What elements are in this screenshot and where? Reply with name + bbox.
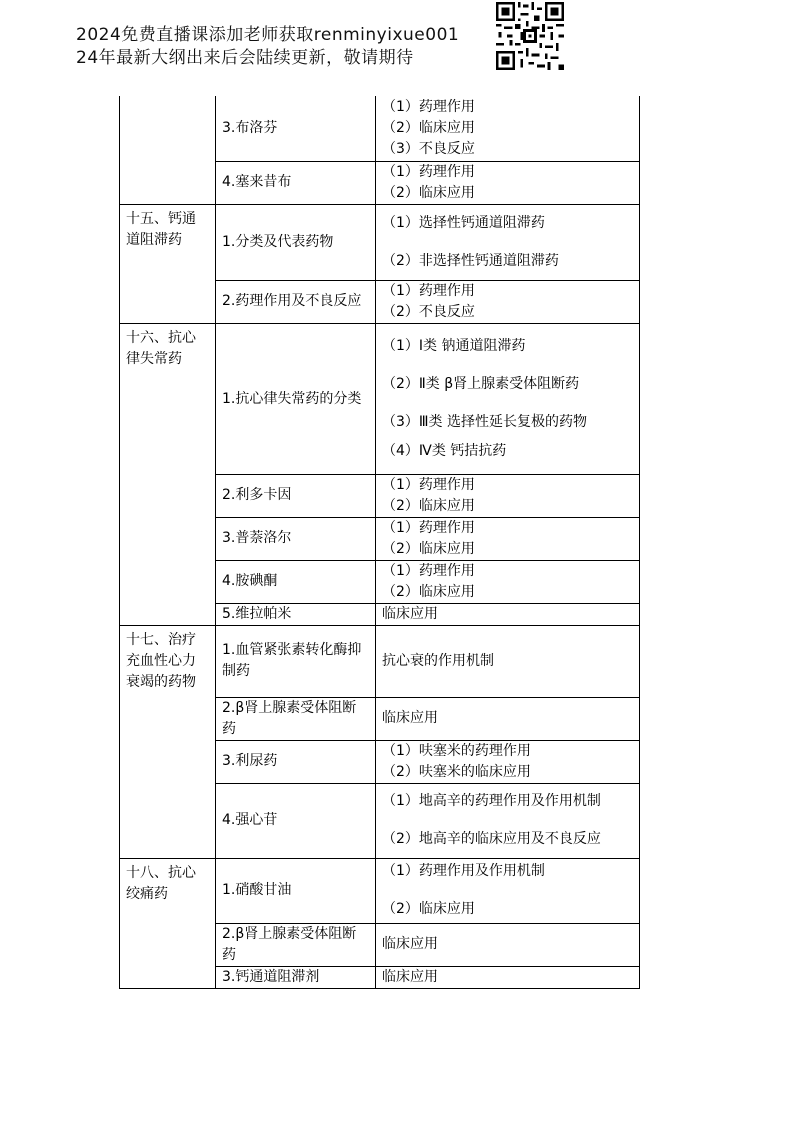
point-item: （1）Ⅰ类 钠通道阻滞药 bbox=[382, 337, 526, 354]
point-item: （1）呋塞米的药理作用 bbox=[382, 742, 531, 759]
points-cell bbox=[376, 96, 640, 161]
points-cell bbox=[376, 783, 640, 858]
points-cell bbox=[376, 603, 640, 625]
syllabus-table bbox=[119, 96, 640, 989]
point-item: （2）地高辛的临床应用及不良反应 bbox=[382, 831, 601, 847]
section-cell: 十六、抗心律失常药 bbox=[120, 323, 216, 625]
point-item: （2）临床应用 bbox=[382, 119, 475, 136]
point-item: （3）Ⅲ类 选择性延长复极的药物 bbox=[382, 413, 588, 430]
points-cell bbox=[376, 625, 640, 697]
point-item: （1）药理作用 bbox=[382, 476, 475, 493]
subtopic-cell: 1.分类及代表药物 bbox=[216, 204, 376, 280]
section-cell: 十八、抗心绞痛药 bbox=[120, 858, 216, 988]
subtopic-cell: 2.β肾上腺素受体阻断药 bbox=[216, 697, 376, 740]
points-cell bbox=[376, 740, 640, 783]
point-item: （2）Ⅱ类 β肾上腺素受体阻断药 bbox=[382, 375, 580, 392]
point-item: （2）临床应用 bbox=[382, 583, 475, 600]
point-item: 临床应用 bbox=[382, 605, 438, 622]
point-item: （2）呋塞米的临床应用 bbox=[382, 763, 531, 780]
subtopic-cell: 3.布洛芬 bbox=[216, 96, 376, 161]
subtopic-cell: 3.利尿药 bbox=[216, 740, 376, 783]
points-cell bbox=[376, 280, 640, 323]
subtopic-cell: 4.胺碘酮 bbox=[216, 560, 376, 603]
point-item: （1）药理作用 bbox=[382, 562, 475, 579]
point-item: 临床应用 bbox=[382, 968, 438, 985]
point-item: （2）临床应用 bbox=[382, 184, 475, 201]
section-cell bbox=[120, 96, 216, 204]
points-cell bbox=[376, 517, 640, 560]
subtopic-cell: 3.普萘洛尔 bbox=[216, 517, 376, 560]
point-item: （1）药理作用 bbox=[382, 163, 475, 180]
section-cell: 十五、钙通道阻滞药 bbox=[120, 204, 216, 323]
point-item: （4）Ⅳ类 钙拮抗药 bbox=[382, 442, 507, 459]
point-item: （2）临床应用 bbox=[382, 901, 475, 917]
table-row bbox=[120, 96, 640, 161]
point-item: 抗心衰的作用机制 bbox=[382, 652, 494, 669]
point-item: 临床应用 bbox=[382, 936, 438, 952]
subtopic-cell: 4.强心苷 bbox=[216, 783, 376, 858]
point-item: （1）药理作用 bbox=[382, 519, 475, 536]
point-item: （1）药理作用 bbox=[382, 98, 475, 115]
table-row bbox=[120, 323, 640, 474]
point-item: （2）临床应用 bbox=[382, 540, 475, 557]
qr-code-icon bbox=[496, 2, 564, 70]
points-cell bbox=[376, 161, 640, 204]
points-cell bbox=[376, 923, 640, 966]
subtopic-cell: 4.塞来昔布 bbox=[216, 161, 376, 204]
point-item: （2）临床应用 bbox=[382, 497, 475, 514]
subtopic-cell: 1.血管紧张素转化酶抑制药 bbox=[216, 625, 376, 697]
points-cell bbox=[376, 966, 640, 988]
point-item: （1）选择性钙通道阻滞药 bbox=[382, 214, 545, 231]
point-item: （2）不良反应 bbox=[382, 303, 475, 320]
points-cell bbox=[376, 323, 640, 474]
subtopic-cell: 2.β肾上腺素受体阻断药 bbox=[216, 923, 376, 966]
point-item: （1）地高辛的药理作用及作用机制 bbox=[382, 793, 601, 809]
point-item: （3）不良反应 bbox=[382, 140, 475, 157]
table-row bbox=[120, 858, 640, 923]
points-cell bbox=[376, 474, 640, 517]
promo-banner bbox=[76, 24, 459, 70]
point-item: 临床应用 bbox=[382, 710, 438, 726]
subtopic-cell: 2.药理作用及不良反应 bbox=[216, 280, 376, 323]
table-row bbox=[120, 204, 640, 280]
points-cell bbox=[376, 204, 640, 280]
point-item: （2）非选择性钙通道阻滞药 bbox=[382, 252, 559, 269]
subtopic-cell: 3.钙通道阻滞剂 bbox=[216, 966, 376, 988]
points-cell bbox=[376, 560, 640, 603]
point-item: （1）药理作用 bbox=[382, 282, 475, 299]
points-cell bbox=[376, 858, 640, 923]
subtopic-cell: 2.利多卡因 bbox=[216, 474, 376, 517]
section-cell: 十七、治疗充血性心力衰竭的药物 bbox=[120, 625, 216, 858]
points-cell bbox=[376, 697, 640, 740]
banner-line-2: 24年最新大纲出来后会陆续更新，敬请期待 bbox=[76, 48, 414, 68]
subtopic-cell: 1.硝酸甘油 bbox=[216, 858, 376, 923]
banner-line-1: 2024免费直播课添加老师获取renminyixue001 bbox=[76, 25, 460, 45]
subtopic-cell: 1.抗心律失常药的分类 bbox=[216, 323, 376, 474]
table-row bbox=[120, 625, 640, 697]
point-item: （1）药理作用及作用机制 bbox=[382, 863, 545, 879]
subtopic-cell: 5.维拉帕米 bbox=[216, 603, 376, 625]
